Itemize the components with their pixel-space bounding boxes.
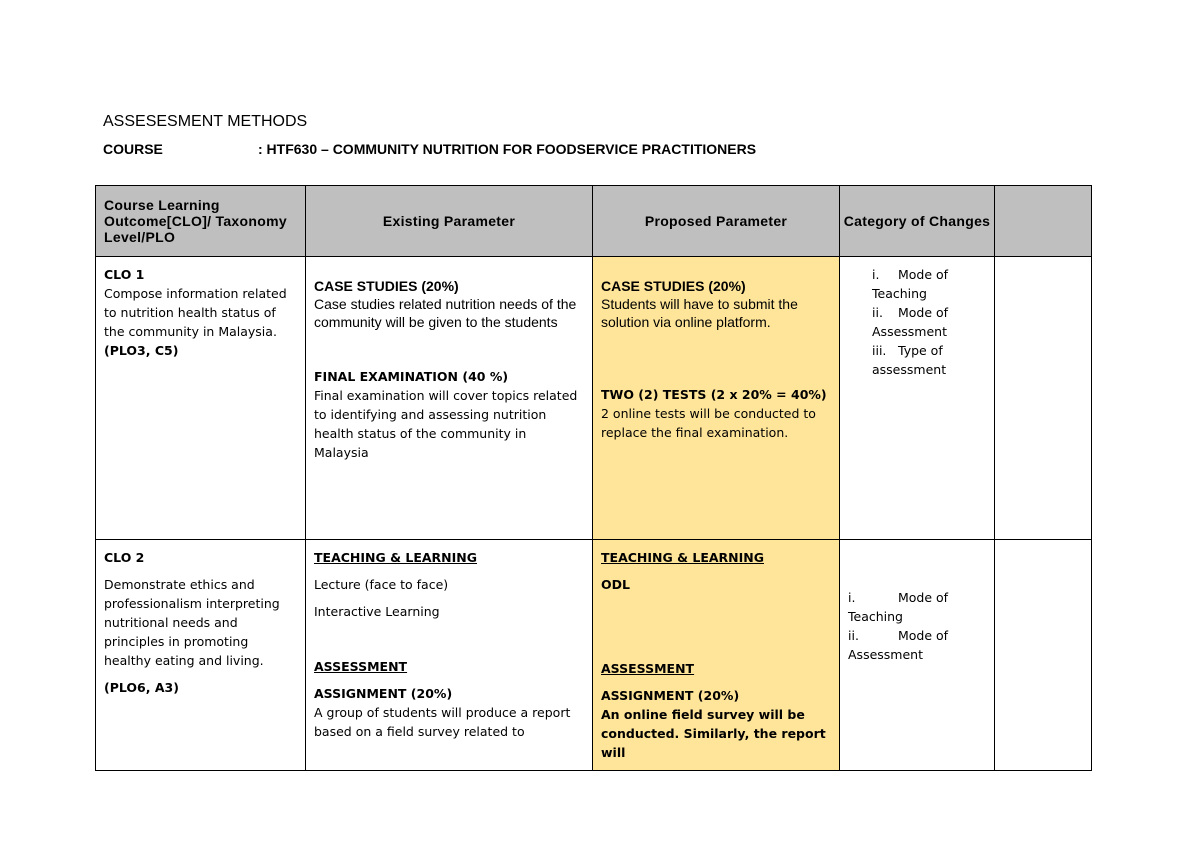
category-cell	[840, 540, 995, 771]
header-clo: Course Learning Outcome[CLO]/ Taxonomy Level/PLO	[96, 186, 306, 257]
existing-heading: FINAL EXAMINATION (40 %)	[314, 369, 509, 384]
plo-ref: (PLO3, C5)	[104, 343, 179, 358]
existing-cell	[306, 257, 593, 540]
clo-cell	[96, 540, 306, 771]
existing-text: Lecture (face to face)	[314, 577, 449, 592]
header-blank	[995, 186, 1092, 257]
category-list	[872, 265, 986, 379]
list-item: iii. Type of assessment	[872, 343, 947, 377]
assessment-table	[95, 185, 1092, 771]
plo-ref: (PLO6, A3)	[104, 680, 179, 695]
course-label: COURSE	[103, 141, 163, 157]
clo-id: CLO 1	[104, 267, 145, 282]
proposed-section-heading: TEACHING & LEARNING	[601, 550, 764, 565]
proposed-text: Students will have to submit the solution via online platform.	[601, 296, 798, 330]
course-line	[103, 141, 756, 157]
table-header-row	[96, 186, 1092, 257]
proposed-heading: ASSIGNMENT (20%)	[601, 688, 740, 703]
proposed-cell	[593, 257, 840, 540]
clo-description: Compose information related to nutrition health status of the community in Malaysia.	[104, 286, 287, 339]
existing-text: Interactive Learning	[314, 604, 440, 619]
blank-cell	[995, 257, 1092, 540]
header-existing: Existing Parameter	[306, 186, 593, 257]
proposed-text: 2 online tests will be conducted to replace the final examination.	[601, 406, 816, 440]
proposed-section-heading: ASSESSMENT	[601, 661, 695, 676]
list-item: i. Mode of Teaching	[848, 590, 949, 624]
existing-cell	[306, 540, 593, 771]
blank-cell	[995, 540, 1092, 771]
clo-id: CLO 2	[104, 550, 145, 565]
list-item: i. Mode of Teaching	[872, 267, 949, 301]
document-title: ASSESESMENT METHODS	[103, 113, 308, 130]
course-value: : HTF630 – COMMUNITY NUTRITION FOR FOODSERVICE PRACTITIONERS	[258, 141, 757, 157]
proposed-cell	[593, 540, 840, 771]
clo-description: Demonstrate ethics and professionalism interpreting nutritional needs and principles in promoting healthy eating and living.	[104, 577, 280, 668]
existing-heading: ASSIGNMENT (20%)	[314, 686, 453, 701]
proposed-text: An online field survey will be conducted. Similarly, the report will	[601, 707, 826, 760]
header-category: Category of Changes	[840, 186, 995, 257]
header-proposed: Proposed Parameter	[593, 186, 840, 257]
proposed-text: ODL	[601, 577, 630, 592]
proposed-heading: CASE STUDIES (20%)	[601, 278, 746, 294]
existing-text: Final examination will cover topics related to identifying and assessing nutrition health status of the community in Malaysia	[314, 388, 578, 460]
existing-section-heading: ASSESSMENT	[314, 659, 408, 674]
existing-text: A group of students will produce a report based on a field survey related to	[314, 705, 571, 739]
clo-cell	[96, 257, 306, 540]
table-row	[96, 540, 1092, 771]
category-cell	[840, 257, 995, 540]
table-row	[96, 257, 1092, 540]
existing-section-heading: TEACHING & LEARNING	[314, 550, 477, 565]
existing-text: Case studies related nutrition needs of the community will be given to the students	[314, 296, 577, 330]
proposed-heading: TWO (2) TESTS (2 x 20% = 40%)	[601, 387, 827, 402]
list-item: ii. Mode of Assessment	[848, 628, 949, 662]
existing-heading: CASE STUDIES (20%)	[314, 278, 459, 294]
list-item: ii. Mode of Assessment	[872, 305, 949, 339]
category-list	[848, 588, 986, 664]
